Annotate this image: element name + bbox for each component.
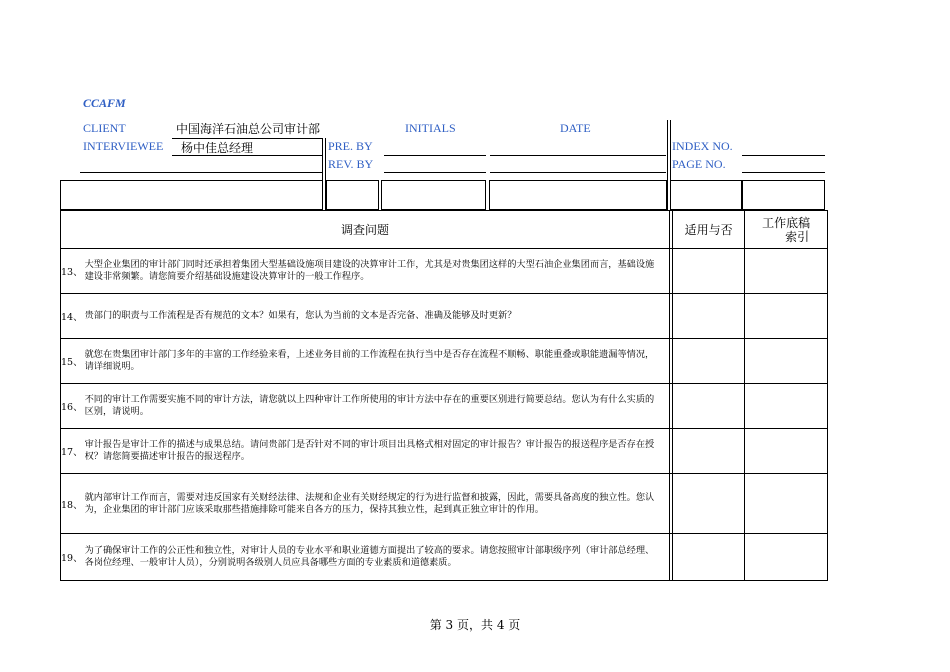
question-number: 17、 xyxy=(61,429,83,474)
workpaper-index-cell[interactable] xyxy=(745,249,828,294)
question-text: 贵部门的职责与工作流程是否有规范的文本？如果有，您认为当前的文本是否完备、准确及能够及时更新？ xyxy=(83,294,670,339)
question-number: 19、 xyxy=(61,534,83,581)
question-number: 18、 xyxy=(61,474,83,534)
initials-label: INITIALS xyxy=(405,121,456,135)
question-text: 大型企业集团的审计部门同时还承担着集团大型基础设施项目建设的决算审计工作，尤其是对贵集团这样的大型石油企业集团而言，基础设施建设非常频繁。请您简要介绍基础设施建设决算审计的一般工作程序。 xyxy=(83,249,670,294)
applicable-cell[interactable] xyxy=(673,429,745,474)
initials-box[interactable] xyxy=(381,180,486,210)
date-box[interactable] xyxy=(489,180,667,210)
table-row xyxy=(61,249,828,294)
client-label: CLIENT xyxy=(83,121,126,135)
page-footer: 第 3 页，共 4 页 xyxy=(429,618,521,632)
page-no-label: PAGE NO. xyxy=(672,157,726,171)
table-row xyxy=(61,339,828,384)
col-question-header: 调查问题 xyxy=(61,211,670,249)
workpaper-index-cell[interactable] xyxy=(745,294,828,339)
question-text: 就内部审计工作而言，需要对违反国家有关财经法律、法规和企业有关财经规定的行为进行监督和披露，因此，需要具备高度的独立性。您认为，企业集团的审计部门应该采取那些措施排除可能来自各方的压力，保持其独立性，起到真正独立审计的作用。 xyxy=(83,474,670,534)
question-text: 审计报告是审计工作的描述与成果总结。请问贵部门是否针对不同的审计项目出具格式相对固定的审计报告？审计报告的报送程序是否存在授权？请您简要描述审计报告的报送程序。 xyxy=(83,429,670,474)
question-number: 14、 xyxy=(61,294,83,339)
applicable-cell[interactable] xyxy=(673,339,745,384)
question-text: 不同的审计工作需要实施不同的审计方法，请您就以上四种审计工作所使用的审计方法中存在的重要区别进行简要总结。您认为有什么实质的区别，请说明。 xyxy=(83,384,670,429)
col-workpaper-line2: 索引 xyxy=(785,229,810,244)
index-no-label: INDEX NO. xyxy=(672,139,733,153)
prep-by-label: PRE. BY xyxy=(328,139,373,153)
applicable-cell[interactable] xyxy=(673,474,745,534)
applicable-cell[interactable] xyxy=(673,384,745,429)
applicable-cell[interactable] xyxy=(673,294,745,339)
workpaper-index-cell[interactable] xyxy=(745,429,828,474)
question-table xyxy=(60,210,828,581)
table-row xyxy=(61,294,828,339)
workpaper-index-cell[interactable] xyxy=(745,339,828,384)
date-label: DATE xyxy=(560,121,591,135)
workpaper-index-cell[interactable] xyxy=(745,384,828,429)
applicable-cell[interactable] xyxy=(673,249,745,294)
table-row xyxy=(61,534,828,581)
ccafm-logo: CCAFM xyxy=(83,96,126,110)
interviewee-value[interactable]: 杨中佳总经理 xyxy=(181,141,254,155)
table-header-row xyxy=(61,211,828,249)
prep-by-box[interactable] xyxy=(326,180,379,210)
applicable-cell[interactable] xyxy=(673,534,745,581)
question-number: 13、 xyxy=(61,249,83,294)
col-applicable-header: 适用与否 xyxy=(673,211,745,249)
workpaper-index-cell[interactable] xyxy=(745,534,828,581)
workpaper-index-cell[interactable] xyxy=(745,474,828,534)
interviewee-label: INTERVIEWEE xyxy=(83,139,164,153)
question-number: 16、 xyxy=(61,384,83,429)
client-value[interactable]: 中国海洋石油总公司审计部 xyxy=(176,122,321,136)
table-row xyxy=(61,429,828,474)
table-row xyxy=(61,474,828,534)
table-row xyxy=(61,384,828,429)
col-workpaper-line1: 工作底稿 xyxy=(762,215,811,230)
question-number: 15、 xyxy=(61,339,83,384)
rev-by-label: REV. BY xyxy=(328,157,374,171)
col-workpaper-header xyxy=(745,211,828,249)
question-text: 为了确保审计工作的公正性和独立性，对审计人员的专业水平和职业道德方面提出了较高的要求。请您按照审计部职级序列（审计部总经理、各岗位经理、一般审计人员），分别说明各级别人员应具备哪些方面的专业素质和道德素质。 xyxy=(83,534,670,581)
question-text: 就您在贵集团审计部门多年的丰富的工作经验来看，上述业务目前的工作流程在执行当中是否存在流程不顺畅、职能重叠或职能遗漏等情况，请详细说明。 xyxy=(83,339,670,384)
